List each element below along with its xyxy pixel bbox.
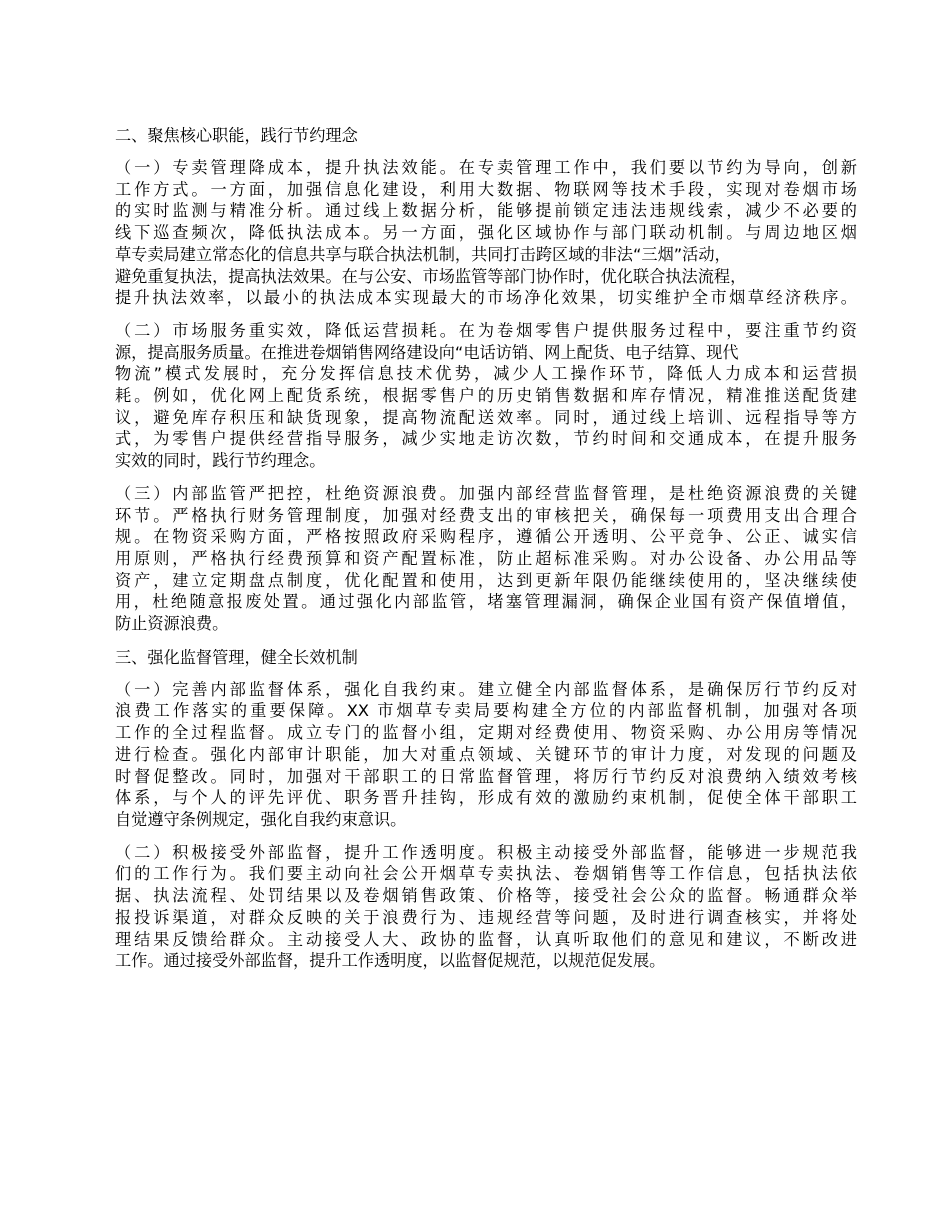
paragraph-line: 体系，与个人的评先评优、职务晋升挂钩，形成有效的激励约束机制，促使全体干部职工 [115,788,857,808]
paragraph-line: 的实时监测与精准分析。通过线上数据分析，能够提前锁定违法违规线索，减少不必要的 [115,201,857,221]
paragraph-line: 理结果反馈给群众。主动接受人大、政协的监督，认真听取他们的意见和建议，不断改进 [115,929,857,949]
paragraph-line: 式，为零售户提供经营指导服务，减少实地走访次数，节约时间和交通成本，在提升服务 [115,429,857,449]
paragraph-line: （二）积极接受外部监督，提升工作透明度。积极主动接受外部监督，能够进一步规范我 [115,842,857,862]
paragraph-line: （一）专卖管理降成本，提升执法效能。在专卖管理工作中，我们要以节约为导向，创新 [115,158,857,177]
section-heading-2: 二、聚焦核心职能，践行节约理念 [115,126,358,145]
paragraph-line: 议，避免库存积压和缺货现象，提高物流配送效率。同时，通过线上培训、远程指导等方 [115,407,857,427]
paragraph-line: 进行检查。强化内部审计职能，加大对重点领域、关键环节的审计力度，对发现的问题及 [115,744,857,764]
paragraph-line: 物流”模式发展时，充分发挥信息技术优势，减少人工操作环节，降低人力成本和运营损 [115,364,857,384]
paragraph-line: 工作方式。一方面，加强信息化建设，利用大数据、物联网等技术手段，实现对卷烟市场 [115,179,857,199]
paragraph-3-1 [115,679,857,831]
section-heading-3: 三、强化监督管理，健全长效机制 [115,647,358,667]
document-page [115,124,857,983]
paragraph-2-2 [115,320,857,472]
paragraph-line: （二）市场服务重实效，降低运营损耗。在为卷烟零售户提供服务过程中，要注重节约资 [115,320,857,340]
paragraph-line: 实效的同时，践行节约理念。 [115,451,326,471]
paragraph-line: 报投诉渠道，对群众反映的关于浪费行为、违规经营等问题，及时进行调查核实，并将处 [115,907,857,927]
paragraph-line: 时督促整改。同时，加强对干部职工的日常监督管理，将厉行节约反对浪费纳入绩效考核 [115,766,857,786]
paragraph-line: 防止资源浪费。 [115,614,229,634]
paragraph-line: 用，杜绝随意报废处置。通过强化内部监管，堵塞管理漏洞，确保企业国有资产保值增值， [115,592,857,612]
paragraph-line: 工作。通过接受外部监督，提升工作透明度，以监督促规范，以规范促发展。 [115,951,666,971]
paragraph-line: 们的工作行为。我们要主动向社会公开烟草专卖执法、卷烟销售等工作信息，包括执法依 [115,864,857,884]
paragraph-line: 工作的全过程监督。成立专门的监督小组，定期对经费使用、物资采购、办公用房等情况 [115,723,857,743]
paragraph-line: （三）内部监管严把控，杜绝资源浪费。加强内部经营监督管理，是杜绝资源浪费的关键 [115,483,857,503]
paragraph-line: 用原则，严格执行经费预算和资产配置标准，防止超标准采购。对办公设备、办公用品等 [115,548,857,568]
paragraph-line: 提升执法效率，以最小的执法成本实现最大的市场净化效果，切实维护全市烟草经济秩序。 [115,288,857,308]
paragraph-line: 浪费工作落实的重要保障。XX 市烟草专卖局要构建全方位的内部监督机制，加强对各项 [115,701,857,721]
paragraph-3-2 [115,842,857,972]
paragraph-line: 自觉遵守条例规定，强化自我约束意识。 [115,809,407,829]
paragraph-line: 源，提高服务质量。在推进卷烟销售网络建设向“电话访销、网上配货、电子结算、现代 [115,342,739,362]
paragraph-2-1 [115,157,857,309]
paragraph-line: 线下巡查频次，降低执法成本。另一方面，强化区域协作与部门联动机制。与周边地区烟 [115,223,857,243]
paragraph-line: 规。在物资采购方面，严格按照政府采购程序，遵循公开透明、公平竞争、公正、诚实信 [115,527,857,547]
paragraph-line: 耗。例如，优化网上配货系统，根据零售户的历史销售数据和库存情况，精准推送配货建 [115,386,857,406]
paragraph-line: 草专卖局建立常态化的信息共享与联合执法机制，共同打击跨区域的非法“三烟”活动， [115,244,731,264]
paragraph-line: 环节。严格执行财务管理制度，加强对经费支出的审核把关，确保每一项费用支出合理合 [115,505,857,525]
paragraph-line: 据、执法流程、处罚结果以及卷烟销售政策、价格等，接受社会公众的监督。畅通群众举 [115,886,857,906]
paragraph-line: 资产，建立定期盘点制度，优化配置和使用，达到更新年限仍能继续使用的，坚决继续使 [115,570,857,590]
paragraph-line: （一）完善内部监督体系，强化自我约束。建立健全内部监督体系，是确保厉行节约反对 [115,679,857,699]
paragraph-2-3 [115,483,857,635]
paragraph-line: 避免重复执法，提高执法效果。在与公安、市场监管等部门协作时，优化联合执法流程， [115,266,747,286]
